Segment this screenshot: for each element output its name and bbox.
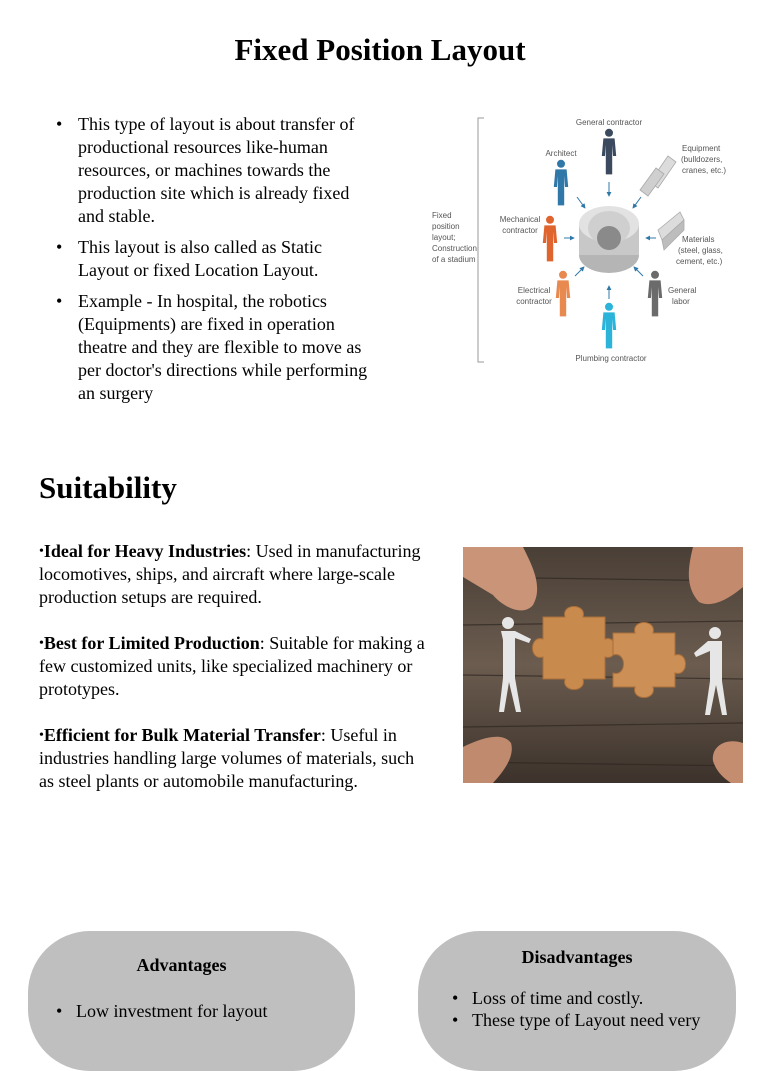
list-item: • Loss of time and costly. xyxy=(452,987,700,1009)
intro-bullet: • This layout is also called as Static Layout or fixed Location Layout. xyxy=(56,236,376,282)
suitability-item-text: : Suitable for making a few customized units, like specialized machinery or prototypes. xyxy=(39,633,425,699)
label-general-labor xyxy=(668,286,697,306)
label-electrical-contractor xyxy=(516,286,552,306)
label-materials xyxy=(676,235,723,266)
svg-text:Materials: Materials xyxy=(682,235,715,244)
puzzle-teamwork-photo xyxy=(463,547,743,783)
bracket-line xyxy=(478,118,484,362)
diagram-left-label xyxy=(432,211,477,264)
advantages-title: Advantages xyxy=(136,955,227,975)
svg-text:Construction: Construction xyxy=(432,244,477,253)
suitability-item-text: : Useful in industries handling large volumes of materials, such as steel plants or automobile manufacturing. xyxy=(39,725,415,791)
svg-text:Electrical: Electrical xyxy=(517,286,551,295)
advantages-list xyxy=(56,1000,267,1022)
bullet: • xyxy=(39,728,44,743)
suitability-item xyxy=(39,632,431,701)
label-plumbing-contractor: Plumbing contractor xyxy=(575,354,647,363)
svg-text:of a stadium: of a stadium xyxy=(432,255,476,264)
disadvantages-title: Disadvantages xyxy=(521,947,633,967)
svg-text:layout;: layout; xyxy=(432,233,456,242)
label-mechanical-contractor xyxy=(500,215,541,235)
suitability-item xyxy=(39,540,431,609)
suitability-item-title: Best for Limited Production xyxy=(43,633,260,653)
intro-bullet: • This type of layout is about transfer of productional resources like-human resources, or machines towards the production site which is already fixed and stable. xyxy=(56,113,376,228)
label-equipment xyxy=(681,144,726,175)
svg-text:(steel, glass,: (steel, glass, xyxy=(678,246,723,255)
disadvantages-list xyxy=(452,987,700,1031)
advantages-card xyxy=(28,931,355,1071)
label-general-contractor: General contractor xyxy=(575,118,643,127)
list-item: • Low investment for layout xyxy=(56,1000,267,1022)
equipment-icon xyxy=(640,156,676,196)
bullet: • xyxy=(39,544,44,559)
svg-text:position: position xyxy=(432,222,460,231)
svg-text:cranes, etc.): cranes, etc.) xyxy=(682,166,727,175)
svg-text:contractor: contractor xyxy=(502,226,538,235)
plumbing-contractor-person-icon xyxy=(602,303,616,349)
stadium-icon xyxy=(579,206,639,273)
svg-text:contractor: contractor xyxy=(516,297,552,306)
svg-text:Equipment: Equipment xyxy=(682,144,721,153)
page-title: Fixed Position Layout xyxy=(234,32,526,67)
fixed-position-layout-diagram xyxy=(426,112,736,370)
suitability-item xyxy=(39,724,431,793)
svg-text:Mechanical: Mechanical xyxy=(499,215,541,224)
svg-text:(bulldozers,: (bulldozers, xyxy=(681,155,723,164)
svg-text:General: General xyxy=(668,286,697,295)
architect-person-icon xyxy=(554,160,568,206)
svg-text:cement, etc.): cement, etc.) xyxy=(676,257,723,266)
suitability-item-text: : Used in manufacturing locomotives, ships, and aircraft where large-scale production setups are required. xyxy=(39,541,421,607)
svg-text:Fixed: Fixed xyxy=(432,211,452,220)
intro-bullet-list xyxy=(56,113,376,413)
materials-icon xyxy=(658,212,684,250)
list-item: • These type of Layout need very xyxy=(452,1009,700,1031)
suitability-item-title: Ideal for Heavy Industries xyxy=(43,541,247,561)
suitability-heading: Suitability xyxy=(39,470,177,505)
mechanical-contractor-person-icon xyxy=(543,216,557,262)
disadvantages-card xyxy=(418,931,736,1071)
label-architect: Architect xyxy=(545,149,577,158)
bullet: • xyxy=(39,636,44,651)
general-labor-person-icon xyxy=(648,271,662,317)
electrical-contractor-person-icon xyxy=(556,271,570,317)
general-contractor-person-icon xyxy=(602,129,616,175)
svg-text:labor: labor xyxy=(672,297,690,306)
intro-bullet: • Example - In hospital, the robotics (Equipments) are fixed in operation theatre and they are flexible to move as per doctor's directions while performing an surgery xyxy=(56,290,376,405)
suitability-item-title: Efficient for Bulk Material Transfer xyxy=(43,725,321,745)
